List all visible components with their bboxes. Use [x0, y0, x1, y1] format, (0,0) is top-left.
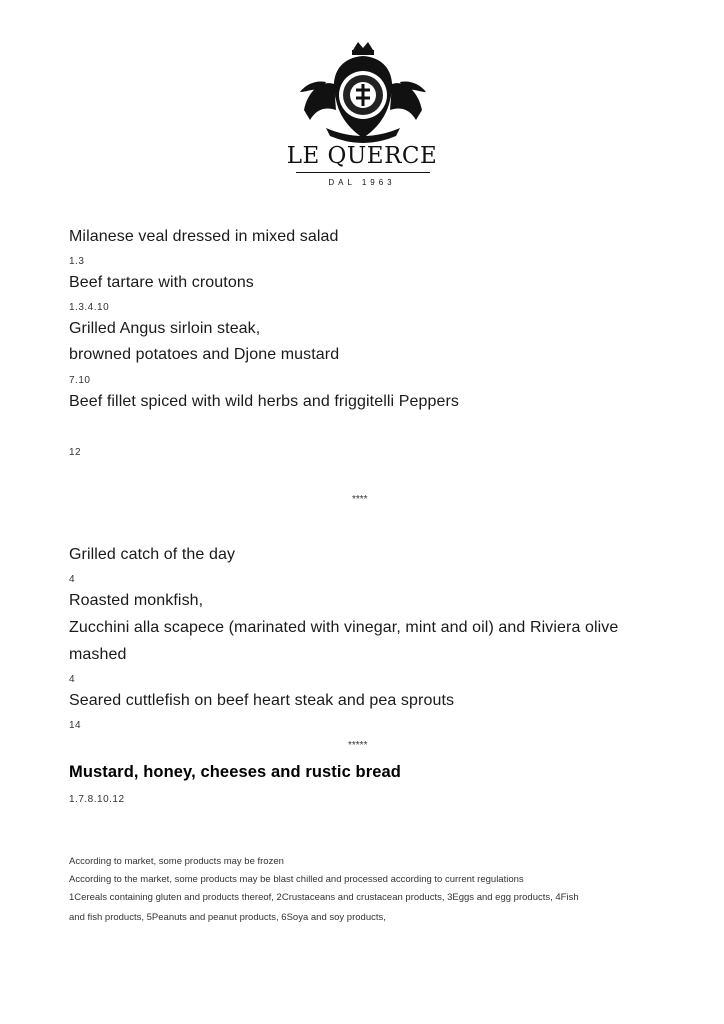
- brand-name: LE QUERCE: [286, 143, 438, 169]
- note-line: According to the market, some products may be blast chilled and processed according to current regulations: [69, 874, 524, 885]
- dish-name: Milanese veal dressed in mixed salad: [69, 228, 339, 245]
- dish-name: Roasted monkfish,: [69, 592, 204, 609]
- note-line: According to market, some products may be frozen: [69, 856, 284, 867]
- dish-name: Beef tartare with croutons: [69, 274, 254, 291]
- dish-allergens: 1.7.8.10.12: [69, 794, 125, 805]
- dish-name: Grilled catch of the day: [69, 546, 236, 563]
- dish-allergens: 1.3.4.10: [69, 302, 110, 313]
- dish-name: Grilled Angus sirloin steak,: [69, 320, 261, 337]
- dish-name: Seared cuttlefish on beef heart steak and pea sprouts: [69, 692, 455, 709]
- note-line: 1Cereals containing gluten and products thereof, 2Crustaceans and crustacean products, 3Eggs and egg products, 4Fish: [69, 892, 579, 903]
- brand-divider: [296, 172, 430, 173]
- dish-name-cont: Zucchini alla scapece (marinated with vinegar, mint and oil) and Riviera olive: [69, 619, 619, 636]
- section-separator: *****: [348, 740, 368, 751]
- dish-allergens: 4: [69, 674, 76, 685]
- section-separator: ****: [352, 494, 368, 505]
- dish-name-cont: browned potatoes and Djone mustard: [69, 346, 340, 363]
- dish-allergens: 12: [69, 447, 82, 458]
- dish-allergens: 1.3: [69, 256, 85, 267]
- dish-allergens: 14: [69, 720, 82, 731]
- crest-icon: [296, 40, 430, 146]
- brand-since: DAL 1963: [328, 178, 396, 187]
- note-line: and fish products, 5Peanuts and peanut products, 6Soya and soy products,: [69, 912, 386, 923]
- dish-allergens: 4: [69, 574, 76, 585]
- dish-allergens: 7.10: [69, 375, 91, 386]
- cheese-dish-name: Mustard, honey, cheeses and rustic bread: [69, 763, 401, 781]
- dish-name-cont: mashed: [69, 646, 127, 663]
- dish-name: Beef fillet spiced with wild herbs and friggitelli Peppers: [69, 393, 459, 410]
